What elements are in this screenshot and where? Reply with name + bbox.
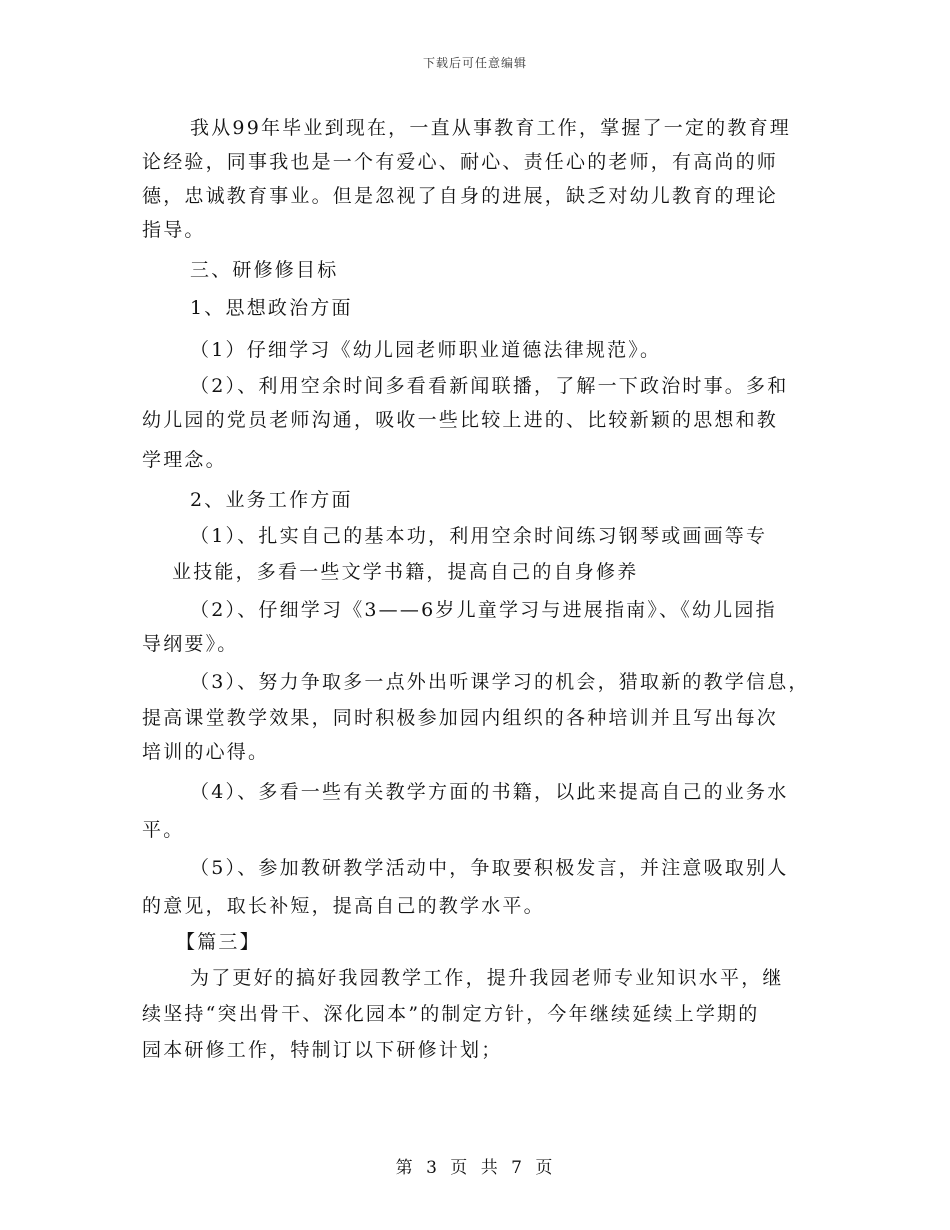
body-line: 业技能，多看一些文学书籍，提高自己的自身修养	[172, 561, 639, 583]
subsection-heading: 2、业务工作方面	[190, 489, 353, 511]
body-line: （5）、参加教研教学活动中，争取要积极发言，并注意吸取别人	[190, 857, 789, 879]
body-line: （2）、利用空余时间多看看新闻联播，了解一下政治时事。多和	[190, 375, 789, 397]
body-line: 培训的心得。	[142, 741, 270, 763]
body-line: 平。	[142, 819, 185, 841]
subsection-heading: 1、思想政治方面	[190, 297, 353, 319]
body-line: 幼儿园的党员老师沟通，吸收一些比较上进的、比较新颖的思想和教	[142, 409, 779, 431]
body-line: 导纲要》。	[142, 633, 239, 655]
body-line: 为了更好的搞好我园教学工作，提升我园老师专业知识水平，继	[190, 967, 784, 989]
body-line: 的意见，取长补短，提高自己的教学水平。	[142, 895, 545, 917]
page-footer: 第 3 页 共 7 页	[395, 1158, 555, 1178]
section-heading: 三、研修修目标	[190, 259, 339, 281]
body-line: 提高课堂教学效果，同时积极参加园内组织的各种培训并且写出每次	[142, 707, 779, 729]
body-line: 园本研修工作，特制订以下研修计划；	[142, 1039, 503, 1061]
body-line: 学理念。	[142, 449, 227, 471]
section-heading: 【篇三】	[176, 931, 261, 953]
body-line: （1）、扎实自己的基本功，利用空余时间练习钢琴或画画等专	[190, 525, 768, 547]
body-line: （1）仔细学习《幼儿园老师职业道德法律规范》。	[190, 339, 662, 361]
body-line: 论经验，同事我也是一个有爱心、耐心、责任心的老师，有高尚的师	[142, 151, 779, 173]
body-line: （3）、努力争取多一点外出听课学习的机会，猎取新的教学信息，	[190, 671, 810, 693]
page-header: 下载后可任意编辑	[422, 56, 527, 70]
body-line: 指导。	[142, 219, 206, 241]
body-line: （2）、仔细学习《3——6岁儿童学习与进展指南》、《幼儿园指	[190, 599, 777, 621]
body-line: （4）、多看一些有关教学方面的书籍，以此来提高自己的业务水	[190, 781, 789, 803]
body-line: 德，忠诚教育事业。但是忽视了自身的进展，缺乏对幼儿教育的理论	[142, 185, 779, 207]
body-line: 我从99年毕业到现在，一直从事教育工作，掌握了一定的教育理	[190, 117, 791, 139]
body-line: 续坚持“突出骨干、深化园本”的制定方针，今年继续延续上学期的	[142, 1003, 760, 1025]
